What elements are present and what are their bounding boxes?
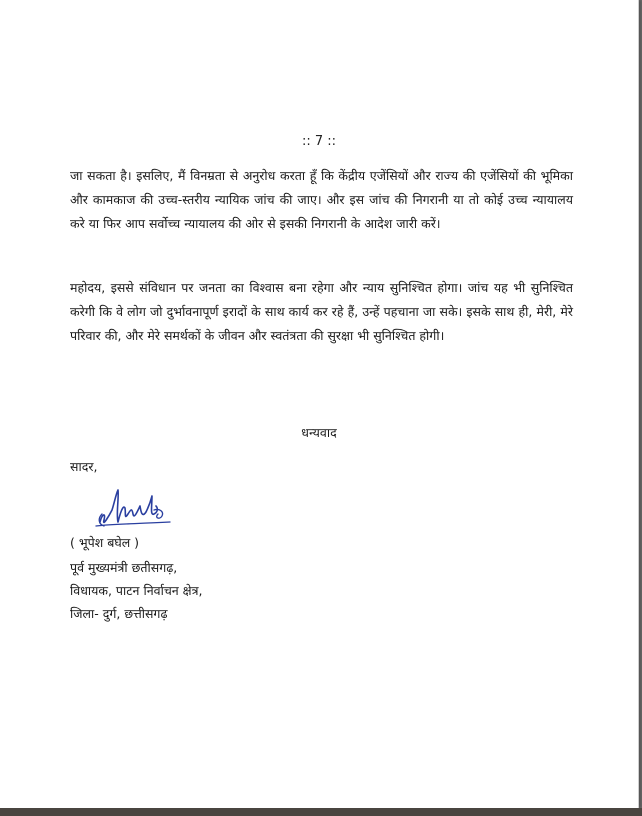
designation-line-3: जिला- दुर्ग, छत्तीसगढ़: [70, 606, 168, 621]
paragraph-2: महोदय, इससे संविधान पर जनता का विश्वास बना रहेगा और न्याय सुनिश्चित होगा। जांच यह भी सुनिश्चित करेगी कि वे लोग जो दुर्भावनापूर्ण इरादों के साथ कार्य कर रहे हैं, उन्हें पहचाना जा सके। इसके साथ ही, मेरी, मेरे परिवार की, और मेरे समर्थकों के जीवन और स्वतंत्रता की सुरक्षा भी सुनिश्चित होगी।: [70, 280, 573, 343]
salutation: सादर,: [70, 459, 98, 474]
signature-image: [92, 484, 182, 536]
thanks-line: धन्यवाद: [301, 425, 337, 440]
designation-line-2: विधायक, पाटन निर्वाचन क्षेत्र,: [70, 583, 203, 598]
signatory-name: ( भूपेश बघेल ): [70, 535, 140, 550]
paragraph-1: जा सकता है। इसलिए, मैं विनम्रता से अनुरोध करता हूँ कि केंद्रीय एजेंसियों और राज्य की एजेंसियों की भूमिका और कामकाज की उच्च-स्तरीय न्यायिक जांच की जाए। और इस जांच की निगरानी या तो कोई उच्च न्यायालय करे या फिर आप सर्वोच्च न्यायालय की ओर से इसकी निगरानी के आदेश जारी करें।: [70, 168, 573, 231]
designation-line-1: पूर्व मुख्यमंत्री छतीसगढ़,: [70, 560, 178, 575]
viewer-bottom-strip: [0, 808, 642, 816]
page-number-marker: :: 7 ::: [301, 134, 337, 149]
